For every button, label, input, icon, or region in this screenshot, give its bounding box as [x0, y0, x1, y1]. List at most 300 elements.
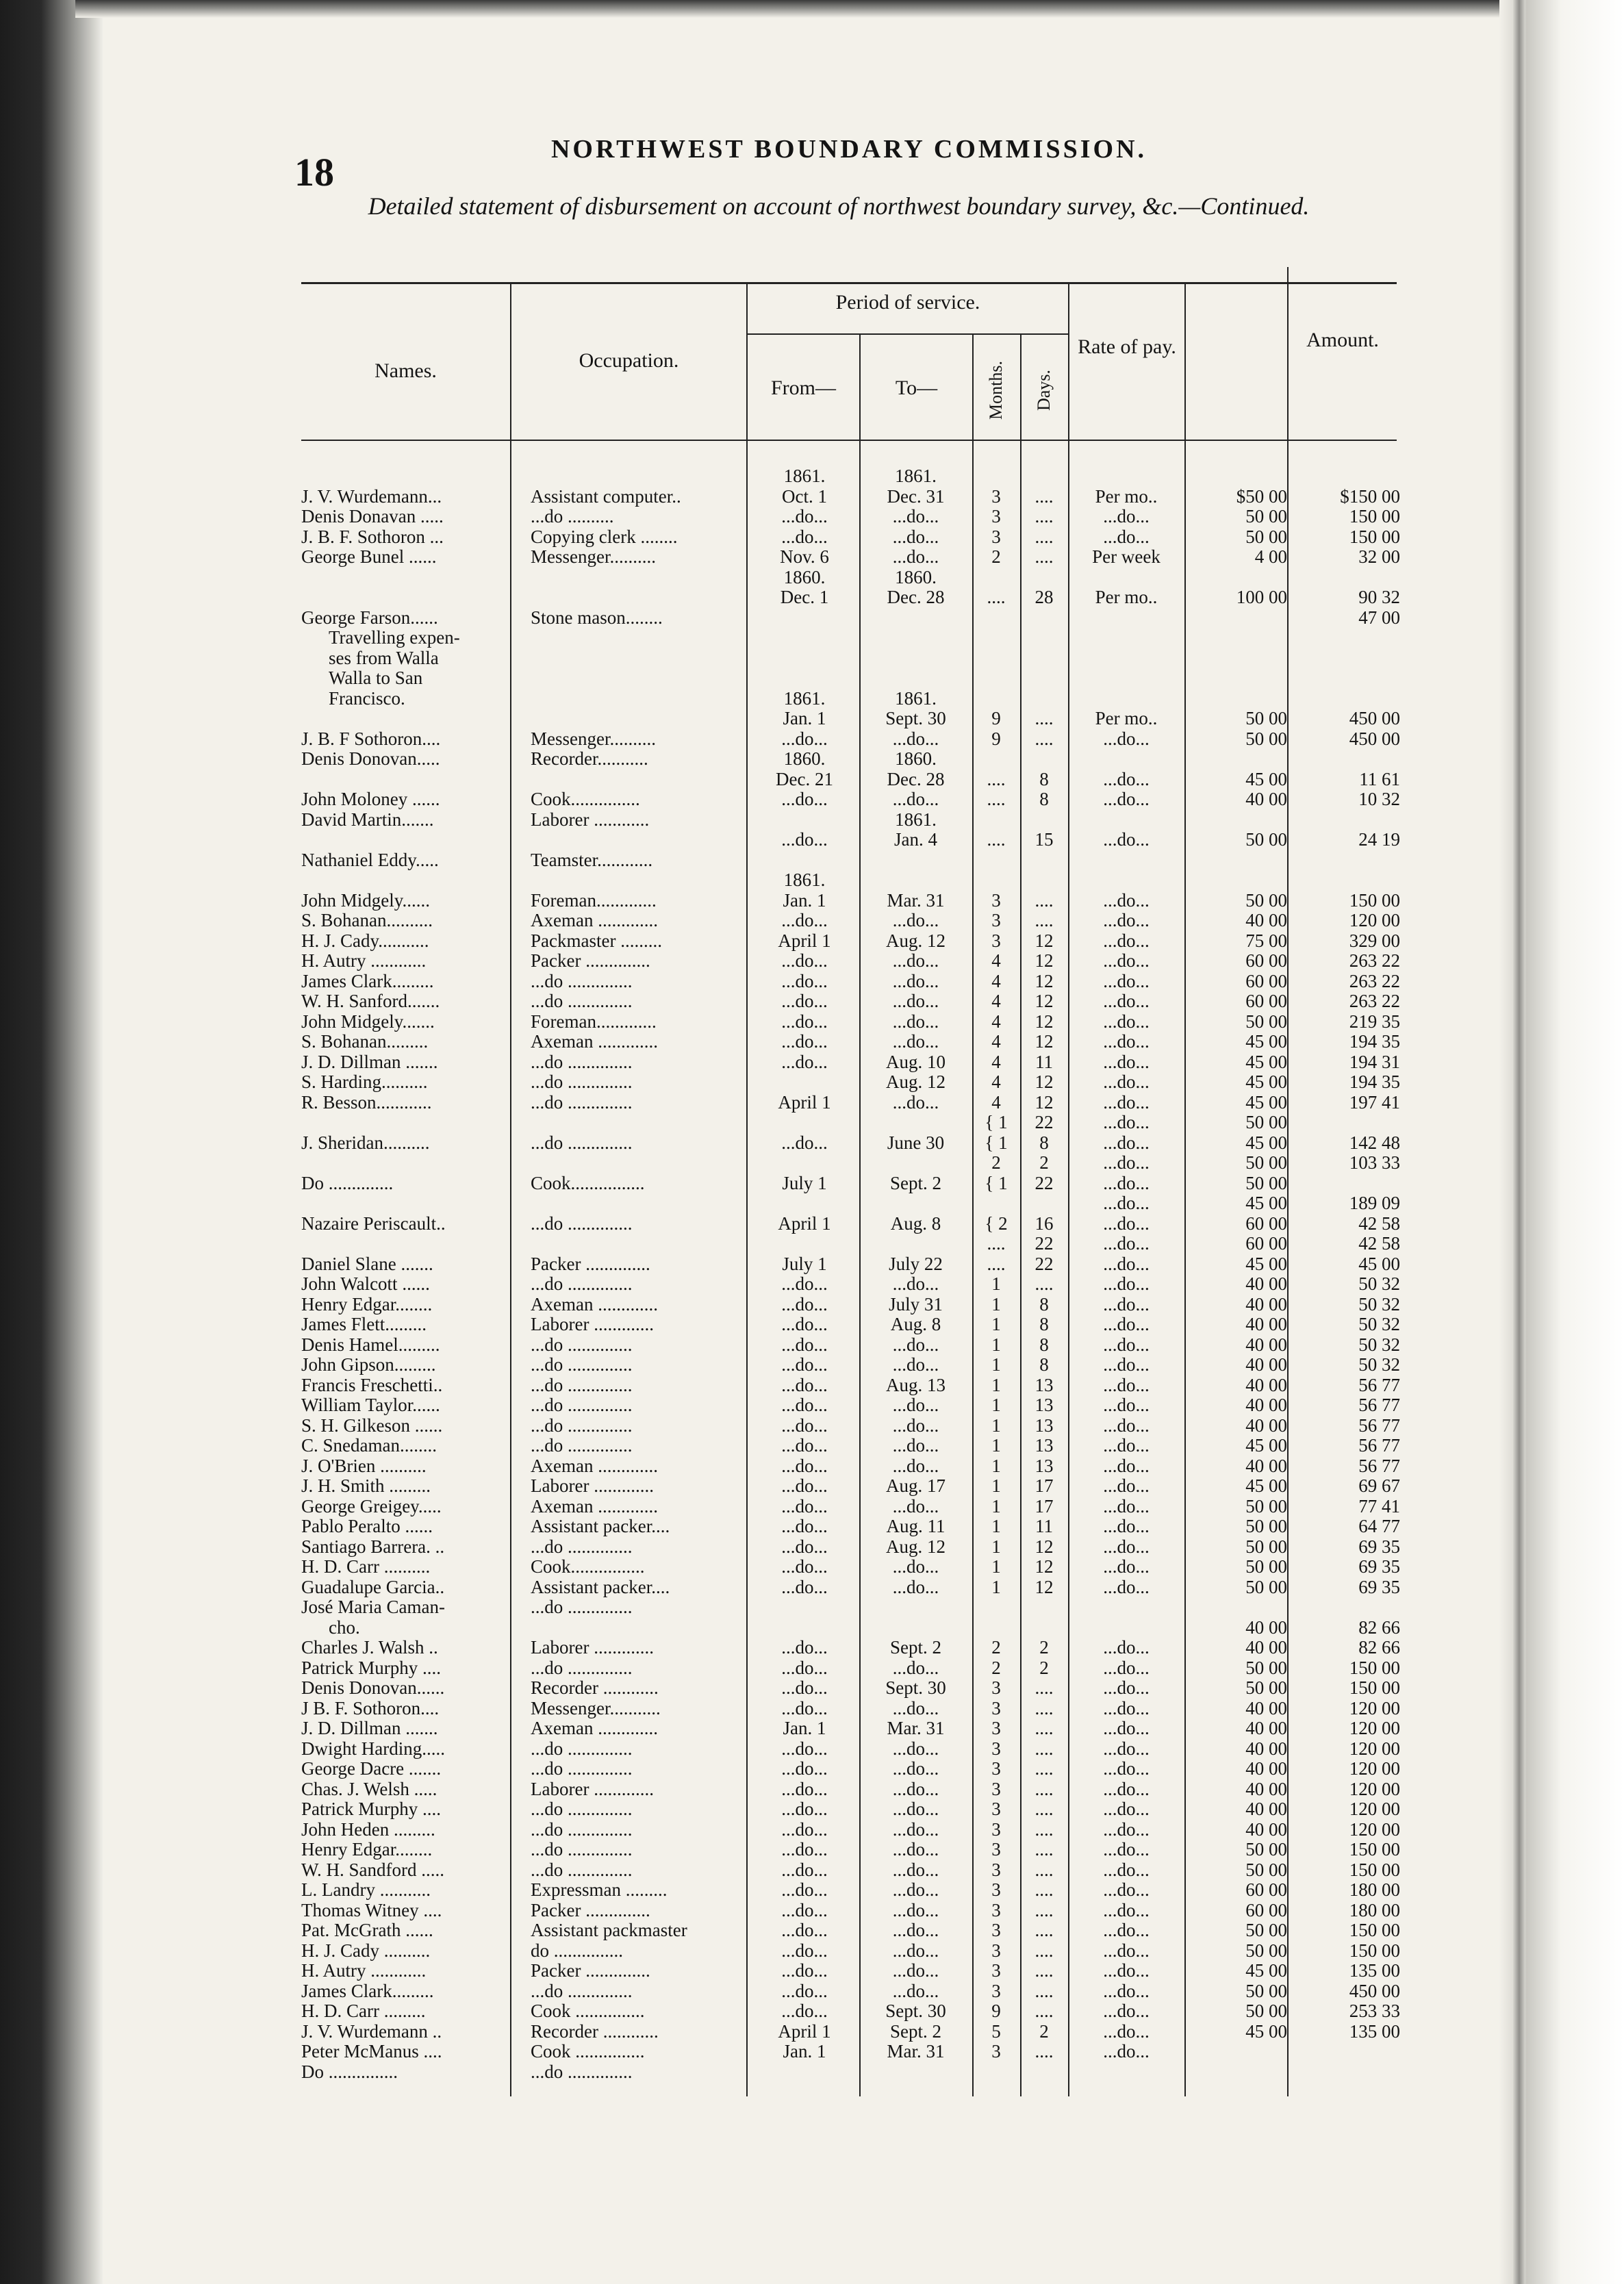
- cell-rv: 50 00: [1245, 1859, 1287, 1880]
- cell-occ: Recorder ............: [531, 1677, 659, 1698]
- cell-name: Santiago Barrera. ..: [301, 1536, 445, 1557]
- table-row: [0, 829, 1624, 850]
- header-rate: Rate of pay.: [1078, 335, 1176, 358]
- cell-name: S. Bohanan..........: [301, 910, 433, 930]
- cell-rate: ...do...: [1103, 970, 1150, 991]
- cell-name: George Bunel ......: [301, 546, 437, 567]
- cell-rate: ...do...: [1103, 1435, 1150, 1456]
- cell-to: ...do...: [892, 1920, 939, 1940]
- cell-name: Denis Donovan.....: [301, 748, 440, 769]
- cell-rv: 40 00: [1245, 1818, 1287, 1840]
- cell-mo: 3: [991, 1980, 1001, 2001]
- cell-to: ...do...: [892, 1556, 939, 1577]
- cell-to: ...do...: [892, 526, 939, 547]
- cell-amt: 150 00: [1349, 889, 1400, 911]
- cell-occ: ...do ..............: [531, 1818, 633, 1840]
- cell-from: April 1: [778, 1213, 831, 1234]
- cell-dy: 12: [1035, 991, 1054, 1011]
- cell-occ: ...do ..............: [531, 1132, 633, 1153]
- cell-rv: 50 00: [1245, 708, 1287, 728]
- cell-from: ...do...: [781, 1031, 828, 1052]
- cell-rv: 60 00: [1245, 970, 1287, 991]
- table-row: [0, 627, 1624, 648]
- cell-occ: Recorder ............: [531, 2020, 659, 2042]
- cell-occ: ...do ..............: [531, 1657, 633, 1678]
- cell-rate: ...do...: [1103, 728, 1150, 749]
- cell-rate: ...do...: [1103, 1051, 1150, 1072]
- cell-to: ...do...: [892, 1899, 939, 1920]
- cell-amt: 56 77: [1358, 1374, 1400, 1395]
- cell-to: Dec. 31: [887, 485, 945, 507]
- cell-amt: 42 58: [1358, 1233, 1400, 1254]
- cell-mo: 1: [991, 1435, 1001, 1456]
- cell-occ: Axeman .............: [531, 1718, 658, 1738]
- cell-occ: Laborer .............: [531, 1475, 654, 1496]
- header-from: From—: [770, 377, 836, 399]
- cell-rate: ...do...: [1103, 1273, 1150, 1294]
- cell-occ: Packer ..............: [531, 1899, 650, 1920]
- cell-mo: ....: [987, 789, 1006, 809]
- cell-amt: 82 66: [1358, 1616, 1400, 1638]
- cell-name: S. Harding..........: [301, 1071, 428, 1092]
- cell-name: Charles J. Walsh ..: [301, 1637, 438, 1658]
- cell-occ: ...do ..............: [531, 1091, 633, 1113]
- cell-mo: 2: [991, 1657, 1001, 1678]
- cell-name: John Midgely.......: [301, 1011, 435, 1032]
- cell-dy: ....: [1035, 546, 1054, 567]
- cell-occ: Cook................: [531, 1172, 645, 1193]
- cell-amt: 253 33: [1349, 2001, 1400, 2021]
- table-row: [0, 1475, 1624, 1496]
- cell-dy: 8: [1039, 1314, 1049, 1334]
- cell-rv: $50 00: [1236, 485, 1287, 507]
- cell-dy: ....: [1035, 889, 1054, 911]
- cell-rv: 45 00: [1245, 1031, 1287, 1052]
- cell-amt: 189 09: [1349, 1193, 1400, 1213]
- cell-rv: 60 00: [1245, 1879, 1287, 1900]
- cell-from: ...do...: [781, 2001, 828, 2021]
- table-row: [0, 789, 1624, 809]
- cell-occ: Assistant packer....: [531, 1576, 670, 1597]
- cell-mo: 1: [991, 1354, 1001, 1375]
- cell-mo: 3: [991, 889, 1001, 911]
- cell-rv: 40 00: [1245, 1455, 1287, 1476]
- cell-dy: 12: [1035, 1576, 1054, 1597]
- table-row: [0, 1456, 1624, 1476]
- cell-rate: ...do...: [1103, 930, 1150, 951]
- cell-from: ...do...: [781, 1475, 828, 1496]
- cell-dy: 8: [1039, 1354, 1049, 1375]
- cell-name: Walla to San: [329, 668, 423, 688]
- cell-amt: 50 32: [1358, 1314, 1400, 1334]
- cell-name: J. O'Brien ..........: [301, 1455, 427, 1476]
- cell-to: Sept. 2: [889, 1637, 941, 1658]
- cell-to: Aug. 12: [886, 1536, 946, 1557]
- cell-name: ses from Walla: [329, 647, 439, 668]
- cell-dy: ....: [1035, 2041, 1054, 2061]
- cell-rate: ...do...: [1103, 2020, 1150, 2042]
- cell-occ: Cook...............: [531, 789, 640, 809]
- cell-to: ...do...: [892, 970, 939, 991]
- cell-mo: 1: [991, 1414, 1001, 1436]
- cell-occ: ...do ..............: [531, 1334, 633, 1355]
- cell-rv: 40 00: [1245, 1718, 1287, 1738]
- cell-rate: ...do...: [1103, 1031, 1150, 1052]
- cell-dy: ....: [1035, 708, 1054, 728]
- cell-amt: 50 32: [1358, 1293, 1400, 1315]
- cell-mo: 3: [991, 1859, 1001, 1880]
- cell-mo: 9: [991, 728, 1001, 749]
- cell-rv: 40 00: [1245, 1616, 1287, 1638]
- cell-rate: ...do...: [1103, 1091, 1150, 1113]
- cell-to: ...do...: [892, 1435, 939, 1456]
- cell-amt: 135 00: [1349, 1960, 1400, 1981]
- table-row: [0, 991, 1624, 1011]
- table-row: [0, 486, 1624, 507]
- cell-occ: ...do ..........: [531, 506, 614, 526]
- cell-to: ...do...: [892, 506, 939, 526]
- cell-rate: ...do...: [1103, 1516, 1150, 1536]
- cell-amt: 450 00: [1349, 1980, 1400, 2001]
- cell-amt: 142 48: [1349, 1132, 1400, 1153]
- cell-amt: 47 00: [1358, 607, 1400, 628]
- cell-rate: ...do...: [1103, 1011, 1150, 1032]
- cell-dy: 8: [1039, 789, 1049, 809]
- cell-rv: 40 00: [1245, 910, 1287, 930]
- cell-to: ...do...: [892, 1576, 939, 1597]
- cell-from: ...do...: [781, 1354, 828, 1375]
- cell-to: Dec. 28: [887, 587, 945, 607]
- cell-amt: 150 00: [1349, 526, 1400, 547]
- cell-occ: Foreman.............: [531, 1011, 657, 1032]
- cell-to: ...do...: [892, 1657, 939, 1678]
- cell-name: John Midgely......: [301, 889, 430, 911]
- cell-dy: ....: [1035, 1818, 1054, 1840]
- cell-rate: ...do...: [1103, 1657, 1150, 1678]
- cell-rate: ...do...: [1103, 1193, 1150, 1213]
- cell-amt: 194 35: [1349, 1031, 1400, 1052]
- cell-dy: 12: [1035, 1071, 1054, 1092]
- cell-rv: 45 00: [1245, 1475, 1287, 1496]
- cell-dy: 22: [1035, 1112, 1054, 1132]
- cell-dy: 13: [1035, 1435, 1054, 1456]
- table-row: [0, 1617, 1624, 1638]
- cell-from: ...do...: [781, 991, 828, 1011]
- cell-dy: 15: [1035, 829, 1054, 850]
- cell-rv: 60 00: [1245, 1233, 1287, 1254]
- table-row: [0, 1395, 1624, 1415]
- cell-amt: 450 00: [1349, 708, 1400, 728]
- cell-rate: ...do...: [1103, 1112, 1150, 1132]
- cell-rate: ...do...: [1103, 1697, 1150, 1718]
- cell-amt: 90 32: [1358, 587, 1400, 607]
- table-row: [0, 890, 1624, 911]
- cell-from: ...do...: [781, 1879, 828, 1900]
- cell-occ: Packmaster .........: [531, 930, 662, 951]
- table-row: [0, 1112, 1624, 1132]
- cell-occ: ...do ..............: [531, 1374, 633, 1395]
- table-row: [0, 728, 1624, 749]
- cell-dy: ....: [1035, 1738, 1054, 1759]
- cell-amt: 69 35: [1358, 1576, 1400, 1597]
- table-row: [0, 1193, 1624, 1213]
- cell-occ: Laborer .............: [531, 1778, 654, 1799]
- cell-dy: 12: [1035, 1556, 1054, 1577]
- cell-to: June 30: [887, 1132, 945, 1153]
- cell-amt: 82 66: [1358, 1637, 1400, 1658]
- cell-mo: 3: [991, 1899, 1001, 1920]
- cell-dy: 8: [1039, 1132, 1049, 1153]
- cell-dy: 11: [1035, 1051, 1053, 1072]
- table-row: [0, 1536, 1624, 1557]
- cell-rate: ...do...: [1103, 1677, 1150, 1698]
- cell-dy: 2: [1039, 1152, 1049, 1173]
- table-row: [0, 1556, 1624, 1577]
- cell-amt: 150 00: [1349, 1920, 1400, 1940]
- cell-dy: 13: [1035, 1414, 1054, 1436]
- cell-from: 1861.: [783, 466, 826, 486]
- cell-from: 1861.: [783, 687, 826, 709]
- cell-dy: 12: [1035, 1091, 1054, 1113]
- cell-from: ...do...: [781, 1414, 828, 1436]
- cell-from: ...do...: [781, 1818, 828, 1840]
- cell-rv: 40 00: [1245, 1273, 1287, 1294]
- cell-amt: 197 41: [1349, 1091, 1400, 1113]
- cell-rv: 50 00: [1245, 829, 1287, 850]
- cell-mo: 1: [991, 1334, 1001, 1355]
- cell-mo: 4: [991, 970, 1001, 991]
- cell-mo: 9: [991, 708, 1001, 728]
- cell-amt: 120 00: [1349, 1799, 1400, 1819]
- cell-mo: 3: [991, 2041, 1001, 2061]
- table-row: [0, 1152, 1624, 1173]
- cell-name: Francisco.: [329, 687, 405, 709]
- cell-dy: ....: [1035, 1960, 1054, 1981]
- cell-name: Do ...............: [301, 2061, 398, 2082]
- table-caption: Detailed statement of disbursement on account of northwest boundary survey, &c.—Continued.: [368, 192, 1310, 220]
- cell-rate: ...do...: [1103, 1818, 1150, 1840]
- cell-rate: ...do...: [1103, 1233, 1150, 1254]
- cell-occ: ...do ..............: [531, 1213, 633, 1234]
- table-row: [0, 1031, 1624, 1052]
- table-row: [0, 1577, 1624, 1597]
- cell-dy: ....: [1035, 1839, 1054, 1860]
- cell-rv: 45 00: [1245, 2020, 1287, 2042]
- cell-name: James Clark.........: [301, 1980, 434, 2001]
- cell-from: ...do...: [781, 1556, 828, 1577]
- table-row: [0, 1435, 1624, 1456]
- cell-name: J. B. F. Sothoron ...: [301, 526, 444, 547]
- cell-occ: Laborer .............: [531, 1637, 654, 1658]
- table-row: [0, 1314, 1624, 1334]
- cell-occ: Cook................: [531, 1556, 645, 1577]
- cell-from: April 1: [778, 1091, 831, 1113]
- cell-rate: ...do...: [1103, 1414, 1150, 1436]
- cell-rate: ...do...: [1103, 991, 1150, 1011]
- cell-rv: 50 00: [1245, 1011, 1287, 1032]
- cell-rv: 40 00: [1245, 1354, 1287, 1375]
- cell-rv: 40 00: [1245, 1374, 1287, 1395]
- cell-dy: 12: [1035, 1031, 1054, 1052]
- header-days: Days.: [1034, 370, 1054, 411]
- cell-rate: ...do...: [1103, 1778, 1150, 1799]
- cell-rv: 40 00: [1245, 1758, 1287, 1779]
- cell-to: Sept. 2: [889, 2020, 941, 2042]
- cell-dy: ....: [1035, 1879, 1054, 1900]
- cell-from: ...do...: [781, 1778, 828, 1799]
- cell-dy: 17: [1035, 1475, 1054, 1496]
- cell-name: Nathaniel Eddy.....: [301, 849, 439, 870]
- cell-rv: 40 00: [1245, 1799, 1287, 1819]
- cell-dy: ....: [1035, 1758, 1054, 1779]
- cell-name: cho.: [329, 1616, 360, 1638]
- cell-to: ...do...: [892, 1354, 939, 1375]
- table-row: [0, 971, 1624, 991]
- cell-rv: 45 00: [1245, 1071, 1287, 1092]
- cell-dy: 13: [1035, 1455, 1054, 1476]
- cell-name: James Flett.........: [301, 1314, 427, 1334]
- cell-rate: ...do...: [1103, 829, 1150, 850]
- cell-mo: 1: [991, 1374, 1001, 1395]
- cell-occ: ...do ..............: [531, 1051, 633, 1072]
- cell-rv: 50 00: [1245, 1536, 1287, 1557]
- cell-to: Sept. 30: [885, 1677, 946, 1698]
- cell-name: W. H. Sandford .....: [301, 1859, 444, 1880]
- table-row: [0, 1658, 1624, 1678]
- cell-mo: ....: [987, 587, 1006, 607]
- cell-name: J. H. Smith .........: [301, 1475, 431, 1496]
- cell-rate: ...do...: [1103, 1172, 1150, 1193]
- cell-from: ...do...: [781, 1455, 828, 1476]
- table-row: [0, 809, 1624, 830]
- cell-occ: Laborer ............: [531, 809, 650, 830]
- cell-to: July 22: [889, 1253, 943, 1274]
- cell-mo: 3: [991, 1799, 1001, 1819]
- cell-amt: 120 00: [1349, 1738, 1400, 1759]
- table-row: [0, 1354, 1624, 1375]
- cell-to: Sept. 30: [885, 2001, 946, 2021]
- cell-name: José Maria Caman-: [301, 1597, 445, 1617]
- cell-mo: 4: [991, 991, 1001, 1011]
- cell-from: ...do...: [781, 1374, 828, 1395]
- table-row: [0, 688, 1624, 709]
- cell-to: ...do...: [892, 1011, 939, 1032]
- cell-name: Pablo Peralto ......: [301, 1516, 433, 1536]
- cell-from: ...do...: [781, 1839, 828, 1860]
- cell-rate: ...do...: [1103, 1395, 1150, 1415]
- cell-rate: ...do...: [1103, 1960, 1150, 1981]
- cell-from: Jan. 1: [783, 889, 826, 911]
- cell-rv: 60 00: [1245, 950, 1287, 971]
- cell-mo: 3: [991, 910, 1001, 930]
- table-row: [0, 1981, 1624, 2001]
- cell-name: Patrick Murphy ....: [301, 1799, 441, 1819]
- header-bottom-rule: [301, 440, 1397, 441]
- table-row: [0, 2001, 1624, 2021]
- cell-amt: 120 00: [1349, 910, 1400, 930]
- cell-name: Guadalupe Garcia..: [301, 1576, 445, 1597]
- cell-to: Aug. 10: [886, 1051, 946, 1072]
- cell-rate: ...do...: [1103, 506, 1150, 526]
- header-names: Names.: [375, 359, 437, 382]
- cell-to: ...do...: [892, 1273, 939, 1294]
- cell-from: ...do...: [781, 829, 828, 850]
- cell-rv: 100 00: [1236, 587, 1287, 607]
- cell-rv: 60 00: [1245, 1899, 1287, 1920]
- table-row: [0, 1496, 1624, 1517]
- cell-to: ...do...: [892, 546, 939, 567]
- cell-amt: 120 00: [1349, 1758, 1400, 1779]
- cell-to: Sept. 2: [889, 1172, 941, 1193]
- cell-mo: 2: [991, 546, 1001, 567]
- table-row: [0, 1071, 1624, 1092]
- cell-mo: 1: [991, 1475, 1001, 1496]
- cell-to: 1861.: [895, 687, 937, 709]
- cell-rv: 50 00: [1245, 1172, 1287, 1193]
- cell-to: Jan. 4: [894, 829, 937, 850]
- cell-dy: ....: [1035, 1677, 1054, 1698]
- cell-rate: ...do...: [1103, 1334, 1150, 1355]
- cell-amt: 50 32: [1358, 1354, 1400, 1375]
- cell-mo: ....: [987, 1253, 1006, 1274]
- cell-mo: { 2: [985, 1213, 1008, 1234]
- table-row: [0, 1213, 1624, 1234]
- table-row: [0, 1011, 1624, 1032]
- table-row: [0, 1132, 1624, 1153]
- cell-rate: ...do...: [1103, 889, 1150, 911]
- cell-from: ...do...: [781, 1395, 828, 1415]
- cell-occ: Messenger..........: [531, 546, 656, 567]
- table-row: [0, 1860, 1624, 1880]
- cell-rv: 40 00: [1245, 1697, 1287, 1718]
- cell-to: ...do...: [892, 1414, 939, 1436]
- cell-name: H. D. Carr .........: [301, 2001, 426, 2021]
- cell-amt: 150 00: [1349, 1677, 1400, 1698]
- cell-mo: 3: [991, 1718, 1001, 1738]
- cell-amt: 11 61: [1359, 768, 1400, 789]
- cell-name: J B. F. Sothoron....: [301, 1697, 440, 1718]
- cell-from: Oct. 1: [782, 485, 827, 507]
- cell-to: ...do...: [892, 1091, 939, 1113]
- cell-dy: 22: [1035, 1253, 1054, 1274]
- cell-amt: 194 31: [1349, 1051, 1400, 1072]
- cell-rate: ...do...: [1103, 1314, 1150, 1334]
- cell-mo: 9: [991, 2001, 1001, 2021]
- cell-amt: 329 00: [1349, 930, 1400, 951]
- cell-occ: Cook ...............: [531, 2001, 645, 2021]
- cell-from: ...do...: [781, 506, 828, 526]
- cell-rv: 50 00: [1245, 506, 1287, 526]
- cell-dy: ....: [1035, 1799, 1054, 1819]
- cell-name: H. J. Cady ..........: [301, 1940, 431, 1961]
- cell-to: ...do...: [892, 991, 939, 1011]
- cell-from: ...do...: [781, 1758, 828, 1779]
- cell-to: ...do...: [892, 1859, 939, 1880]
- cell-name: Nazaire Periscault..: [301, 1213, 446, 1234]
- cell-name: C. Snedaman........: [301, 1435, 437, 1456]
- cell-dy: ....: [1035, 485, 1054, 507]
- cell-occ: Axeman .............: [531, 1031, 658, 1052]
- cell-from: ...do...: [781, 1920, 828, 1940]
- cell-amt: 69 35: [1358, 1556, 1400, 1577]
- table-row: [0, 2021, 1624, 2042]
- cell-from: ...do...: [781, 1051, 828, 1072]
- cell-name: Francis Freschetti..: [301, 1374, 443, 1395]
- cell-rv: 40 00: [1245, 1738, 1287, 1759]
- cell-dy: 8: [1039, 1334, 1049, 1355]
- cell-mo: 3: [991, 1778, 1001, 1799]
- cell-amt: 150 00: [1349, 506, 1400, 526]
